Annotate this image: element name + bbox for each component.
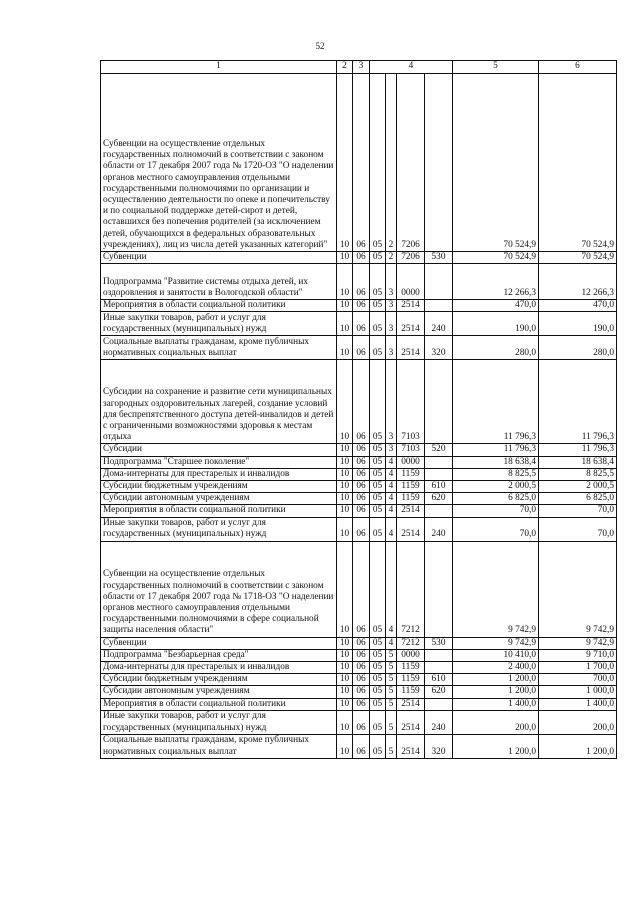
code-subprogram: 3 — [386, 444, 397, 456]
code-subprogram: 3 — [386, 336, 397, 360]
code-subsection: 06 — [353, 686, 370, 698]
column-header: 3 — [353, 61, 370, 74]
code-section: 10 — [337, 674, 353, 686]
table-row — [101, 456, 617, 468]
code-subprogram: 4 — [386, 481, 397, 493]
table-row — [101, 444, 617, 456]
column-header: 6 — [539, 61, 617, 74]
code-expense-type — [425, 649, 453, 661]
code-program: 05 — [370, 312, 386, 336]
table-row — [101, 468, 617, 480]
code-item: 1159 — [397, 686, 425, 698]
amount-col-7: 1 700,0 — [539, 662, 617, 674]
table-row — [101, 481, 617, 493]
code-subsection: 06 — [353, 444, 370, 456]
row-description: Иные закупки товаров, работ и услуг для государственных (муниципальных) нужд — [101, 710, 337, 734]
row-description: Социальные выплаты гражданам, кроме публичных нормативных социальных выплат — [101, 734, 337, 758]
row-description: Подпрограмма "Безбарьерная среда" — [101, 649, 337, 661]
code-expense-type — [425, 541, 453, 637]
code-item: 7103 — [397, 444, 425, 456]
code-subprogram: 4 — [386, 505, 397, 517]
code-subprogram: 4 — [386, 541, 397, 637]
code-program: 05 — [370, 468, 386, 480]
code-section: 10 — [337, 444, 353, 456]
amount-col-6: 470,0 — [453, 300, 539, 312]
code-subsection: 06 — [353, 734, 370, 758]
code-program: 05 — [370, 252, 386, 264]
code-expense-type: 620 — [425, 686, 453, 698]
code-item: 2514 — [397, 336, 425, 360]
code-subprogram: 5 — [386, 710, 397, 734]
code-section: 10 — [337, 252, 353, 264]
code-item: 1159 — [397, 481, 425, 493]
code-section: 10 — [337, 710, 353, 734]
amount-col-7: 8 825,5 — [539, 468, 617, 480]
code-subsection: 06 — [353, 710, 370, 734]
table-row — [101, 710, 617, 734]
code-section: 10 — [337, 456, 353, 468]
row-description: Субсидии автономным учреждениям — [101, 686, 337, 698]
code-item: 1159 — [397, 674, 425, 686]
code-program: 05 — [370, 674, 386, 686]
row-description: Мероприятия в области социальной политики — [101, 300, 337, 312]
amount-col-6: 9 742,9 — [453, 541, 539, 637]
code-expense-type — [425, 505, 453, 517]
code-item: 2514 — [397, 517, 425, 541]
code-section: 10 — [337, 264, 353, 300]
code-program: 05 — [370, 686, 386, 698]
code-subprogram: 5 — [386, 698, 397, 710]
table-row — [101, 360, 617, 444]
code-item: 1159 — [397, 493, 425, 505]
row-description: Мероприятия в области социальной политики — [101, 698, 337, 710]
row-description: Иные закупки товаров, работ и услуг для государственных (муниципальных) нужд — [101, 312, 337, 336]
code-section: 10 — [337, 493, 353, 505]
amount-col-7: 11 796,3 — [539, 360, 617, 444]
code-item: 1159 — [397, 468, 425, 480]
code-subprogram: 5 — [386, 686, 397, 698]
code-subsection: 06 — [353, 698, 370, 710]
code-expense-type: 240 — [425, 312, 453, 336]
column-header: 5 — [453, 61, 539, 74]
code-section: 10 — [337, 517, 353, 541]
code-subprogram: 5 — [386, 734, 397, 758]
amount-col-6: 70 524,9 — [453, 74, 539, 252]
code-program: 05 — [370, 734, 386, 758]
code-program: 05 — [370, 662, 386, 674]
amount-col-7: 200,0 — [539, 710, 617, 734]
code-section: 10 — [337, 541, 353, 637]
code-section: 10 — [337, 481, 353, 493]
amount-col-7: 2 000,5 — [539, 481, 617, 493]
code-expense-type — [425, 74, 453, 252]
code-item: 7206 — [397, 252, 425, 264]
code-expense-type — [425, 300, 453, 312]
code-item: 2514 — [397, 698, 425, 710]
code-expense-type: 610 — [425, 674, 453, 686]
code-section: 10 — [337, 468, 353, 480]
row-description: Субсидии на сохранение и развитие сети муниципальных загородных оздоровительных лагерей, создание условий для беспрепятственного доступа детей-инвалидов и детей с ограниченными возможностями здоровья к местам отдыха — [101, 360, 337, 444]
code-expense-type: 320 — [425, 734, 453, 758]
code-subprogram: 3 — [386, 360, 397, 444]
code-subprogram: 5 — [386, 662, 397, 674]
code-item: 2514 — [397, 710, 425, 734]
row-description: Социальные выплаты гражданам, кроме публичных нормативных социальных выплат — [101, 336, 337, 360]
code-subsection: 06 — [353, 481, 370, 493]
code-item: 0000 — [397, 264, 425, 300]
table-row — [101, 637, 617, 649]
code-subprogram: 4 — [386, 493, 397, 505]
code-program: 05 — [370, 505, 386, 517]
table-row — [101, 686, 617, 698]
code-subsection: 06 — [353, 649, 370, 661]
code-expense-type — [425, 468, 453, 480]
amount-col-7: 1 200,0 — [539, 734, 617, 758]
code-section: 10 — [337, 300, 353, 312]
code-expense-type — [425, 662, 453, 674]
amount-col-7: 9 742,9 — [539, 637, 617, 649]
code-expense-type: 610 — [425, 481, 453, 493]
code-program: 05 — [370, 264, 386, 300]
row-description: Дома-интернаты для престарелых и инвалидов — [101, 662, 337, 674]
table-row — [101, 734, 617, 758]
row-description: Субсидии автономным учреждениям — [101, 493, 337, 505]
amount-col-7: 9 742,9 — [539, 541, 617, 637]
table-body — [101, 74, 617, 759]
amount-col-7: 70,0 — [539, 505, 617, 517]
amount-col-6: 10 410,0 — [453, 649, 539, 661]
code-subprogram: 2 — [386, 74, 397, 252]
amount-col-6: 2 000,5 — [453, 481, 539, 493]
amount-col-6: 18 638,4 — [453, 456, 539, 468]
code-expense-type: 520 — [425, 444, 453, 456]
amount-col-6: 70,0 — [453, 505, 539, 517]
code-subsection: 06 — [353, 468, 370, 480]
code-subprogram: 3 — [386, 312, 397, 336]
row-description: Субвенции — [101, 637, 337, 649]
code-item: 7212 — [397, 541, 425, 637]
amount-col-7: 9 710,0 — [539, 649, 617, 661]
code-section: 10 — [337, 360, 353, 444]
page-number: 52 — [315, 41, 325, 51]
code-section: 10 — [337, 686, 353, 698]
amount-col-7: 11 796,3 — [539, 444, 617, 456]
code-program: 05 — [370, 74, 386, 252]
code-subprogram: 4 — [386, 637, 397, 649]
amount-col-7: 12 266,3 — [539, 264, 617, 300]
amount-col-6: 70 524,9 — [453, 252, 539, 264]
row-description: Субвенции — [101, 252, 337, 264]
code-expense-type — [425, 698, 453, 710]
row-description: Дома-интернаты для престарелых и инвалидов — [101, 468, 337, 480]
code-subsection: 06 — [353, 74, 370, 252]
table-row — [101, 312, 617, 336]
code-subsection: 06 — [353, 312, 370, 336]
code-item: 2514 — [397, 505, 425, 517]
code-expense-type: 530 — [425, 637, 453, 649]
code-section: 10 — [337, 505, 353, 517]
amount-col-7: 70 524,9 — [539, 252, 617, 264]
code-item: 7212 — [397, 637, 425, 649]
amount-col-7: 190,0 — [539, 312, 617, 336]
amount-col-6: 280,0 — [453, 336, 539, 360]
code-program: 05 — [370, 493, 386, 505]
code-item: 1159 — [397, 662, 425, 674]
code-subsection: 06 — [353, 300, 370, 312]
row-description: Мероприятия в области социальной политики — [101, 505, 337, 517]
amount-col-7: 70 524,9 — [539, 74, 617, 252]
amount-col-6: 1 200,0 — [453, 686, 539, 698]
row-description: Субсидии бюджетным учреждениям — [101, 674, 337, 686]
table-row — [101, 74, 617, 252]
code-item: 2514 — [397, 300, 425, 312]
table-header-row — [101, 61, 617, 74]
amount-col-7: 470,0 — [539, 300, 617, 312]
code-expense-type: 530 — [425, 252, 453, 264]
code-expense-type: 240 — [425, 517, 453, 541]
table-row — [101, 649, 617, 661]
code-program: 05 — [370, 649, 386, 661]
column-header: 2 — [337, 61, 353, 74]
code-program: 05 — [370, 444, 386, 456]
code-subsection: 06 — [353, 493, 370, 505]
code-program: 05 — [370, 710, 386, 734]
code-section: 10 — [337, 649, 353, 661]
code-subprogram: 4 — [386, 468, 397, 480]
column-header: 1 — [101, 61, 337, 74]
amount-col-6: 1 400,0 — [453, 698, 539, 710]
table-row — [101, 336, 617, 360]
code-subsection: 06 — [353, 662, 370, 674]
code-subsection: 06 — [353, 336, 370, 360]
table-row — [101, 252, 617, 264]
code-program: 05 — [370, 360, 386, 444]
code-section: 10 — [337, 74, 353, 252]
row-description: Подпрограмма "Старшее поколение" — [101, 456, 337, 468]
code-program: 05 — [370, 637, 386, 649]
amount-col-6: 8 825,5 — [453, 468, 539, 480]
code-section: 10 — [337, 336, 353, 360]
code-expense-type: 620 — [425, 493, 453, 505]
row-description: Субсидии бюджетным учреждениям — [101, 481, 337, 493]
amount-col-6: 12 266,3 — [453, 264, 539, 300]
table-row — [101, 493, 617, 505]
code-section: 10 — [337, 698, 353, 710]
table-row — [101, 300, 617, 312]
code-program: 05 — [370, 541, 386, 637]
row-description: Субвенции на осуществление отдельных государственных полномочий в соответствии с законом области от 17 декабря 2007 года № 1718-ОЗ "О наделении органов местного самоуправления отдельными государственными полномочиями в сфере социальной защиты населения области" — [101, 541, 337, 637]
table-row — [101, 662, 617, 674]
amount-col-6: 6 825,0 — [453, 493, 539, 505]
code-expense-type — [425, 360, 453, 444]
code-section: 10 — [337, 734, 353, 758]
code-subsection: 06 — [353, 541, 370, 637]
amount-col-7: 1 400,0 — [539, 698, 617, 710]
amount-col-7: 700,0 — [539, 674, 617, 686]
code-expense-type — [425, 456, 453, 468]
code-program: 05 — [370, 517, 386, 541]
code-subsection: 06 — [353, 456, 370, 468]
amount-col-7: 6 825,0 — [539, 493, 617, 505]
amount-col-7: 280,0 — [539, 336, 617, 360]
code-subsection: 06 — [353, 674, 370, 686]
code-expense-type: 320 — [425, 336, 453, 360]
table-row — [101, 264, 617, 300]
code-subprogram: 4 — [386, 517, 397, 541]
amount-col-7: 18 638,4 — [539, 456, 617, 468]
table-row — [101, 505, 617, 517]
code-program: 05 — [370, 336, 386, 360]
code-section: 10 — [337, 637, 353, 649]
code-subsection: 06 — [353, 517, 370, 541]
code-item: 0000 — [397, 649, 425, 661]
code-item: 0000 — [397, 456, 425, 468]
amount-col-7: 1 000,0 — [539, 686, 617, 698]
amount-col-6: 200,0 — [453, 710, 539, 734]
code-subprogram: 2 — [386, 252, 397, 264]
code-section: 10 — [337, 662, 353, 674]
code-subsection: 06 — [353, 252, 370, 264]
amount-col-6: 70,0 — [453, 517, 539, 541]
code-subprogram: 3 — [386, 264, 397, 300]
code-item: 7103 — [397, 360, 425, 444]
row-description: Субвенции на осуществление отдельных государственных полномочий в соответствии с законом области от 17 декабря 2007 года № 1720-ОЗ "О наделении органов местного самоуправления отдельными государственными полномочиями по организации и осуществлению деятельности по опеке и попечительству и по социальной поддержке детей-сирот и детей, оставшихся без попечения родителей (за исключением детей, обучающихся в федеральных образовательных учреждениях), лиц из числа детей указанных категорий" — [101, 74, 337, 252]
table-row — [101, 541, 617, 637]
table-row — [101, 517, 617, 541]
budget-table — [100, 60, 617, 759]
code-subprogram: 5 — [386, 649, 397, 661]
code-expense-type — [425, 264, 453, 300]
code-item: 2514 — [397, 734, 425, 758]
code-subprogram: 5 — [386, 674, 397, 686]
row-description: Иные закупки товаров, работ и услуг для государственных (муниципальных) нужд — [101, 517, 337, 541]
code-subprogram: 4 — [386, 456, 397, 468]
code-subsection: 06 — [353, 505, 370, 517]
code-subprogram: 3 — [386, 300, 397, 312]
amount-col-6: 1 200,0 — [453, 674, 539, 686]
code-subsection: 06 — [353, 637, 370, 649]
amount-col-6: 190,0 — [453, 312, 539, 336]
row-description: Субсидии — [101, 444, 337, 456]
code-section: 10 — [337, 312, 353, 336]
code-program: 05 — [370, 300, 386, 312]
amount-col-6: 11 796,3 — [453, 444, 539, 456]
amount-col-7: 70,0 — [539, 517, 617, 541]
column-header: 4 — [370, 61, 453, 74]
code-item: 7206 — [397, 74, 425, 252]
code-subsection: 06 — [353, 360, 370, 444]
amount-col-6: 1 200,0 — [453, 734, 539, 758]
code-program: 05 — [370, 481, 386, 493]
code-program: 05 — [370, 698, 386, 710]
amount-col-6: 2 400,0 — [453, 662, 539, 674]
amount-col-6: 9 742,9 — [453, 637, 539, 649]
row-description: Подпрограмма "Развитие системы отдыха детей, их оздоровления и занятости в Вологодской области" — [101, 264, 337, 300]
amount-col-6: 11 796,3 — [453, 360, 539, 444]
code-program: 05 — [370, 456, 386, 468]
table-row — [101, 674, 617, 686]
code-item: 2514 — [397, 312, 425, 336]
table-row — [101, 698, 617, 710]
code-subsection: 06 — [353, 264, 370, 300]
code-expense-type: 240 — [425, 710, 453, 734]
